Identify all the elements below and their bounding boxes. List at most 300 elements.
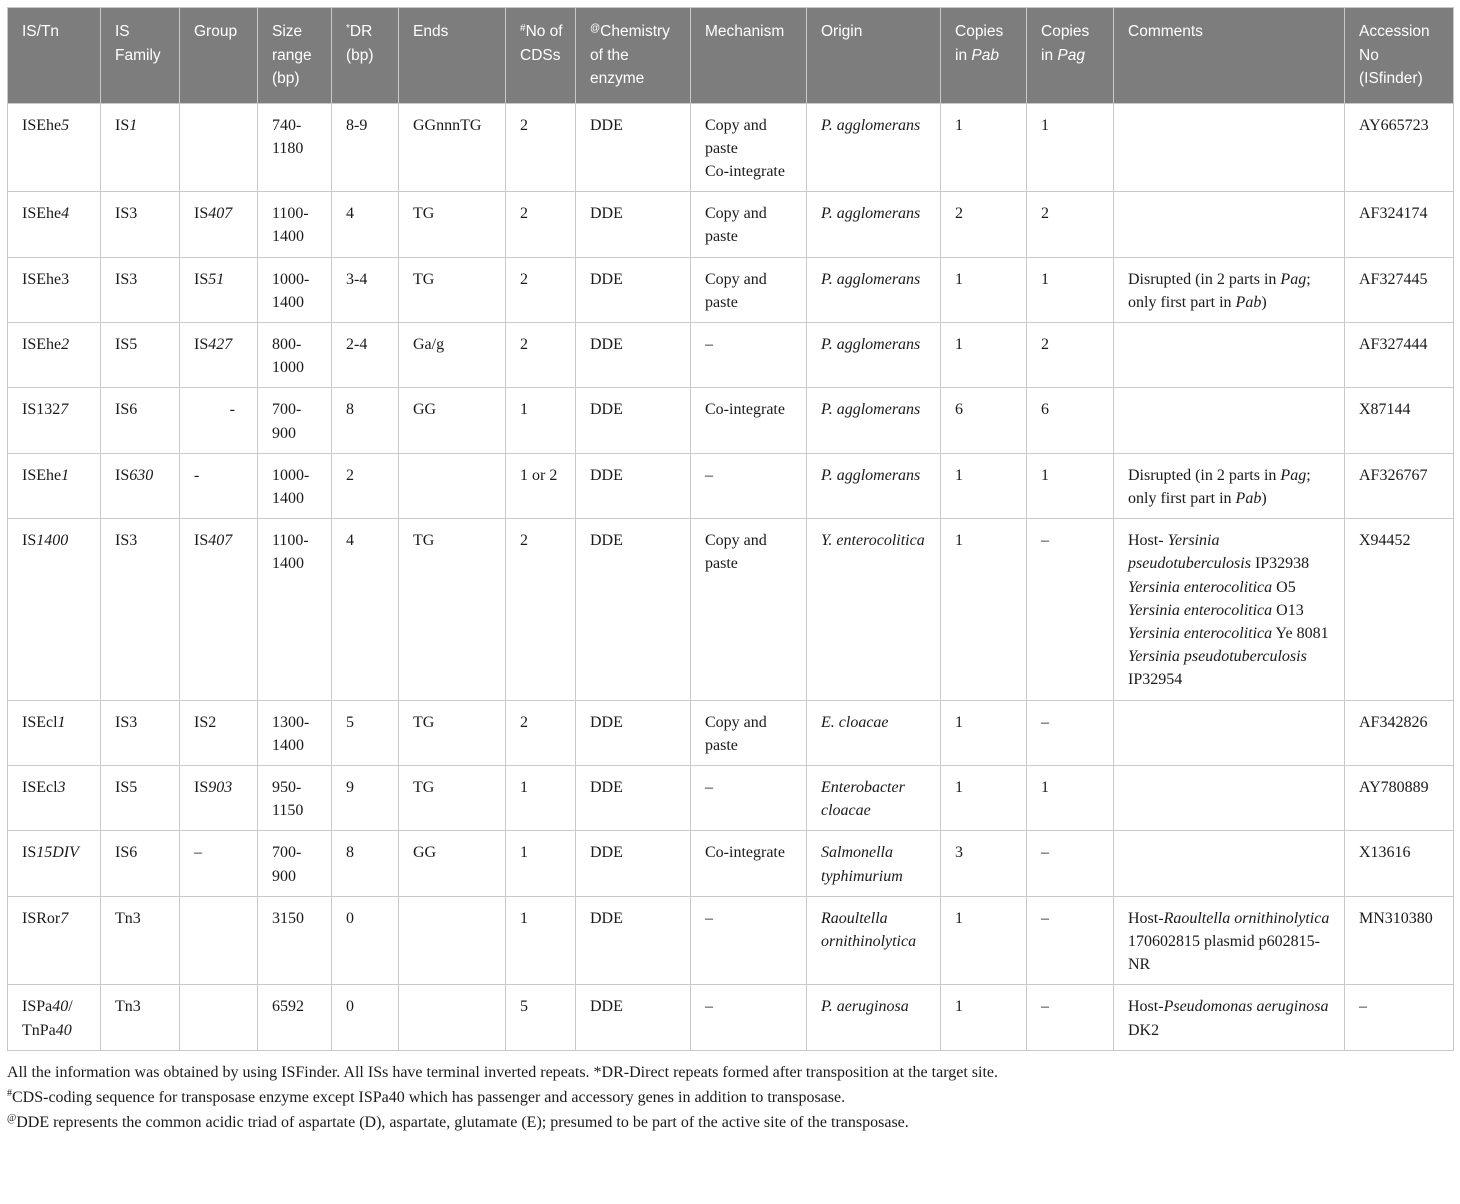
- footnote: [7, 1060, 1453, 1085]
- family-part: 1: [129, 116, 138, 134]
- table-row: [8, 700, 1454, 765]
- header-label: No of CDSs: [520, 23, 563, 64]
- cell-is: [8, 985, 101, 1050]
- cell-chem: [576, 519, 691, 700]
- cell-text: TG: [413, 270, 435, 288]
- cell-text: 5: [520, 998, 528, 1016]
- cell-size: [258, 896, 332, 985]
- cell-chem: [576, 985, 691, 1050]
- comment-text: Pseudomonas aeruginosa: [1163, 998, 1329, 1016]
- mechanism-line: Co-integrate: [705, 401, 785, 419]
- table-row: [8, 896, 1454, 985]
- mechanism-line: Copy and paste: [705, 116, 767, 157]
- cell-text: 1: [520, 778, 528, 796]
- comment-text: Host-: [1128, 532, 1168, 550]
- cell-text: 1: [955, 335, 963, 353]
- family-part: IS5: [115, 335, 138, 353]
- cell-acc: [1345, 192, 1454, 257]
- cell-text: DDE: [590, 778, 623, 796]
- table-row: [8, 103, 1454, 192]
- cell-text: DDE: [590, 844, 623, 862]
- mechanism-line: –: [705, 778, 713, 796]
- cell-dr: [332, 896, 399, 985]
- cell-is: [8, 257, 101, 322]
- column-header-mech: [691, 8, 807, 104]
- cell-text: E. cloacae: [821, 713, 889, 731]
- cell-origin: [807, 388, 941, 453]
- mechanism-line: Co-integrate: [705, 162, 785, 180]
- cell-size: [258, 103, 332, 192]
- cell-text: DDE: [590, 909, 623, 927]
- cell-family: [101, 985, 180, 1050]
- cell-dr: [332, 700, 399, 765]
- cell-acc: [1345, 322, 1454, 387]
- cell-comments: [1114, 257, 1345, 322]
- cell-pab: [941, 322, 1027, 387]
- cell-mech: [691, 519, 807, 700]
- cell-is: [8, 192, 101, 257]
- footnote-marker: @: [7, 1112, 17, 1124]
- comment-text: Yersinia pseudotuberculosis: [1128, 648, 1307, 666]
- cell-ends: [399, 103, 506, 192]
- cell-pab: [941, 831, 1027, 896]
- column-header-size: [258, 8, 332, 104]
- group-part: IS: [194, 778, 209, 796]
- cell-text: Ga/g: [413, 335, 445, 353]
- cell-text: –: [1041, 713, 1049, 731]
- cell-mech: [691, 765, 807, 830]
- cell-text: –: [1041, 998, 1049, 1016]
- cell-family: [101, 388, 180, 453]
- cell-family: [101, 831, 180, 896]
- cell-text: P. agglomerans: [821, 270, 921, 288]
- cell-family: [101, 103, 180, 192]
- cell-size: [258, 453, 332, 518]
- cell-text: DDE: [590, 335, 623, 353]
- comment-text: Pab: [1235, 489, 1262, 507]
- cell-size: [258, 192, 332, 257]
- cell-cds: [506, 700, 576, 765]
- cell-chem: [576, 322, 691, 387]
- cell-chem: [576, 765, 691, 830]
- group-part: 407: [208, 205, 233, 223]
- cell-text: 700-900: [272, 401, 302, 442]
- header-label: DR (bp): [346, 23, 374, 64]
- cell-cds: [506, 831, 576, 896]
- cell-text: 2: [520, 270, 528, 288]
- cell-pag: [1027, 453, 1114, 518]
- cell-pag: [1027, 700, 1114, 765]
- cell-text: GG: [413, 401, 437, 419]
- family-part: IS6: [115, 844, 138, 862]
- cell-group: [180, 700, 258, 765]
- cell-is: [8, 831, 101, 896]
- cell-text: 1: [955, 778, 963, 796]
- cell-origin: [807, 453, 941, 518]
- cell-group: [180, 985, 258, 1050]
- cell-acc: [1345, 257, 1454, 322]
- comment-text: Yersinia enterocolitica: [1128, 624, 1273, 642]
- comment-line: [1128, 268, 1336, 314]
- cell-cds: [506, 896, 576, 985]
- cell-text: 3: [955, 844, 963, 862]
- cell-pag: [1027, 765, 1114, 830]
- comment-text: Pab: [1235, 293, 1262, 311]
- cell-text: AF324174: [1359, 205, 1428, 223]
- cell-group: [180, 453, 258, 518]
- cell-dr: [332, 985, 399, 1050]
- family-part: Tn3: [115, 998, 141, 1016]
- family-part: IS: [115, 466, 130, 484]
- is-name-part: 4: [61, 205, 70, 223]
- cell-text: –: [1041, 909, 1049, 927]
- cell-ends: [399, 322, 506, 387]
- cell-cds: [506, 192, 576, 257]
- header-label: Ends: [413, 23, 449, 40]
- cell-comments: [1114, 103, 1345, 192]
- cell-text: TG: [413, 713, 435, 731]
- header-label: Mechanism: [705, 23, 785, 40]
- cell-ends: [399, 519, 506, 700]
- cell-size: [258, 322, 332, 387]
- mechanism-line: Copy and paste: [705, 270, 767, 311]
- cell-pab: [941, 103, 1027, 192]
- cell-text: 2: [955, 205, 963, 223]
- comment-line: [1128, 995, 1336, 1041]
- column-header-cds: [506, 8, 576, 104]
- cell-text: Salmonella typhimurium: [821, 844, 903, 885]
- is-name-part: ISEcl: [22, 713, 58, 731]
- group-part: IS2: [194, 713, 217, 731]
- cell-size: [258, 765, 332, 830]
- cell-text: -: [229, 401, 235, 419]
- cell-text: 8: [346, 844, 354, 862]
- comment-text: Raoultella ornithinolytica: [1163, 909, 1330, 927]
- cell-text: 2: [520, 116, 528, 134]
- cell-group: [180, 103, 258, 192]
- cell-pag: [1027, 322, 1114, 387]
- mechanism-line: Copy and paste: [705, 532, 767, 573]
- cell-origin: [807, 896, 941, 985]
- cell-ends: [399, 257, 506, 322]
- cell-text: 1: [955, 270, 963, 288]
- cell-ends: [399, 765, 506, 830]
- cell-text: 740-1180: [272, 116, 304, 157]
- cell-text: DDE: [590, 998, 623, 1016]
- header-label-part: Copies in: [1041, 23, 1090, 64]
- cell-family: [101, 322, 180, 387]
- cell-pag: [1027, 192, 1114, 257]
- cell-text: 1: [955, 466, 963, 484]
- comment-line: [1128, 645, 1336, 691]
- mechanism-line: –: [705, 335, 713, 353]
- mechanism-line: Copy and paste: [705, 205, 767, 246]
- cell-pag: [1027, 388, 1114, 453]
- cell-chem: [576, 700, 691, 765]
- cell-dr: [332, 192, 399, 257]
- cell-text: 6: [1041, 401, 1049, 419]
- cell-group: [180, 257, 258, 322]
- cell-comments: [1114, 453, 1345, 518]
- is-name-part: ISEhe: [22, 466, 62, 484]
- cell-pag: [1027, 103, 1114, 192]
- cell-is: [8, 700, 101, 765]
- comment-text: Pag: [1280, 270, 1307, 288]
- cell-acc: [1345, 985, 1454, 1050]
- cell-chem: [576, 257, 691, 322]
- cell-pag: [1027, 896, 1114, 985]
- comment-line: [1128, 576, 1336, 599]
- is-name-part: IS: [22, 532, 37, 550]
- group-part: IS: [194, 532, 209, 550]
- cell-family: [101, 257, 180, 322]
- cell-origin: [807, 765, 941, 830]
- comment-text: Yersinia enterocolitica: [1128, 601, 1273, 619]
- cell-pag: [1027, 985, 1114, 1050]
- cell-text: AF326767: [1359, 466, 1428, 484]
- cell-cds: [506, 103, 576, 192]
- cell-pag: [1027, 519, 1114, 700]
- cell-text: 2: [1041, 335, 1049, 353]
- cell-text: 2: [520, 532, 528, 550]
- group-part: IS: [194, 335, 209, 353]
- cell-ends: [399, 700, 506, 765]
- cell-acc: [1345, 765, 1454, 830]
- column-header-origin: [807, 8, 941, 104]
- column-header-acc: [1345, 8, 1454, 104]
- group-part: IS: [194, 205, 209, 223]
- cell-cds: [506, 257, 576, 322]
- cell-pab: [941, 257, 1027, 322]
- cell-text: 1: [955, 909, 963, 927]
- cell-text: 4: [346, 532, 354, 550]
- table-header: [8, 8, 1454, 104]
- is-name-part: 40: [55, 1021, 72, 1039]
- comment-text: ): [1261, 489, 1267, 507]
- table-row: [8, 257, 1454, 322]
- is-name-part: IS132: [22, 401, 61, 419]
- cell-text: –: [1041, 844, 1049, 862]
- cell-pag: [1027, 831, 1114, 896]
- cell-mech: [691, 985, 807, 1050]
- cell-text: 6: [955, 401, 963, 419]
- cell-text: 2: [520, 335, 528, 353]
- comment-text: Host-: [1128, 998, 1164, 1016]
- cell-text: –: [194, 844, 202, 862]
- cell-size: [258, 388, 332, 453]
- cell-acc: [1345, 453, 1454, 518]
- cell-text: 1300-1400: [272, 713, 310, 754]
- cell-dr: [332, 765, 399, 830]
- cell-pab: [941, 700, 1027, 765]
- cell-text: 800-1000: [272, 335, 304, 377]
- cell-text: 0: [346, 998, 354, 1016]
- comment-text: Host-: [1128, 909, 1164, 927]
- cell-text: 3150: [272, 909, 304, 927]
- cell-is: [8, 765, 101, 830]
- comment-line: [1128, 622, 1336, 645]
- table-row: [8, 192, 1454, 257]
- cell-text: 1: [1041, 778, 1049, 796]
- family-part: IS3: [115, 532, 138, 550]
- cell-cds: [506, 388, 576, 453]
- cell-text: –: [1041, 532, 1049, 550]
- footnote: [7, 1085, 1453, 1110]
- cell-text: P. aeruginosa: [821, 998, 909, 1016]
- header-marker: #: [520, 23, 526, 34]
- cell-text: Enterobacter cloacae: [821, 778, 905, 820]
- cell-text: 1: [955, 116, 963, 134]
- cell-dr: [332, 831, 399, 896]
- cell-text: TG: [413, 532, 435, 550]
- cell-comments: [1114, 519, 1345, 700]
- cell-text: P. agglomerans: [821, 401, 921, 419]
- cell-cds: [506, 453, 576, 518]
- cell-text: 2: [1041, 205, 1049, 223]
- cell-origin: [807, 519, 941, 700]
- cell-comments: [1114, 322, 1345, 387]
- table-row: [8, 519, 1454, 700]
- cell-size: [258, 831, 332, 896]
- cell-comments: [1114, 985, 1345, 1050]
- cell-family: [101, 192, 180, 257]
- cell-text: 8-9: [346, 116, 368, 134]
- cell-pab: [941, 519, 1027, 700]
- cell-text: 2: [520, 205, 528, 223]
- comment-text: ): [1261, 293, 1267, 311]
- comment-text: DK2: [1128, 1021, 1160, 1039]
- cell-text: GGnnnTG: [413, 116, 482, 134]
- table-row: [8, 388, 1454, 453]
- cell-dr: [332, 519, 399, 700]
- mechanism-line: –: [705, 466, 713, 484]
- cell-pab: [941, 985, 1027, 1050]
- cell-dr: [332, 322, 399, 387]
- cell-text: 1: [1041, 116, 1049, 134]
- cell-comments: [1114, 896, 1345, 985]
- cell-acc: [1345, 700, 1454, 765]
- column-header-group: [180, 8, 258, 104]
- mechanism-line: –: [705, 998, 713, 1016]
- cell-text: 1: [1041, 466, 1049, 484]
- cell-text: 1: [520, 909, 528, 927]
- header-label: Accession No (ISfinder): [1359, 23, 1430, 87]
- cell-comments: [1114, 192, 1345, 257]
- cell-acc: [1345, 831, 1454, 896]
- mechanism-line: Copy and paste: [705, 713, 767, 754]
- header-label: Chemistry of the enzyme: [590, 23, 670, 87]
- family-part: IS5: [115, 778, 138, 796]
- cell-family: [101, 700, 180, 765]
- cell-cds: [506, 322, 576, 387]
- cell-text: –: [1359, 998, 1367, 1016]
- cell-cds: [506, 765, 576, 830]
- family-part: Tn3: [115, 909, 141, 927]
- footnote-text: DDE represents the common acidic triad of aspartate (D), aspartate, glutamate (E); presumed to be part of the active site of the transposase.: [16, 1113, 909, 1131]
- cell-comments: [1114, 831, 1345, 896]
- is-name-part: 1: [61, 466, 70, 484]
- is-name-part: 2: [61, 335, 70, 353]
- cell-is: [8, 453, 101, 518]
- cell-ends: [399, 985, 506, 1050]
- footnote-marker: #: [7, 1087, 12, 1099]
- cell-pab: [941, 192, 1027, 257]
- header-label-part: Pag: [1057, 46, 1085, 64]
- cell-text: AY780889: [1359, 778, 1429, 796]
- cell-text: AF327444: [1359, 335, 1428, 353]
- cell-origin: [807, 700, 941, 765]
- cell-dr: [332, 103, 399, 192]
- cell-text: 4: [346, 205, 354, 223]
- header-label-part: Copies in: [955, 23, 1004, 64]
- cell-text: AF327445: [1359, 270, 1428, 288]
- is-name-part: ISEhe: [22, 205, 62, 223]
- column-header-dr: [332, 8, 399, 104]
- mechanism-line: –: [705, 909, 713, 927]
- comment-text: O5: [1272, 578, 1296, 596]
- comment-text: O13: [1272, 601, 1304, 619]
- header-label-part: Pab: [971, 46, 999, 64]
- cell-ends: [399, 388, 506, 453]
- family-part: IS3: [115, 205, 138, 223]
- family-part: 630: [129, 466, 154, 484]
- cell-dr: [332, 388, 399, 453]
- cell-text: P. agglomerans: [821, 205, 921, 223]
- cell-acc: [1345, 388, 1454, 453]
- cell-group: [180, 831, 258, 896]
- cell-text: 3-4: [346, 270, 368, 288]
- group-part: 51: [208, 270, 225, 288]
- cell-mech: [691, 192, 807, 257]
- column-header-is: [8, 8, 101, 104]
- cell-text: DDE: [590, 116, 623, 134]
- cell-dr: [332, 257, 399, 322]
- comment-line: [1128, 907, 1336, 977]
- is-name-part: ISPa: [22, 998, 53, 1016]
- cell-text: X87144: [1359, 401, 1411, 419]
- cell-comments: [1114, 388, 1345, 453]
- cell-dr: [332, 453, 399, 518]
- cell-text: 8: [346, 401, 354, 419]
- comment-line: [1128, 529, 1336, 575]
- cell-text: 1000-1400: [272, 270, 310, 311]
- cell-text: MN310380: [1359, 909, 1433, 927]
- cell-text: 1: [955, 998, 963, 1016]
- cell-is: [8, 519, 101, 700]
- family-part: IS: [115, 116, 130, 134]
- is-name-part: 15DIV: [36, 844, 79, 862]
- header-row: [8, 8, 1454, 104]
- cell-chem: [576, 103, 691, 192]
- cell-family: [101, 896, 180, 985]
- cell-group: [180, 896, 258, 985]
- comment-text: IP32938: [1250, 555, 1310, 573]
- header-label: IS/Tn: [22, 23, 60, 40]
- column-header-ends: [399, 8, 506, 104]
- column-header-pag: [1027, 8, 1114, 104]
- header-marker: *: [346, 23, 350, 34]
- cell-pag: [1027, 257, 1114, 322]
- cell-size: [258, 985, 332, 1050]
- cell-group: [180, 192, 258, 257]
- table-body: [8, 103, 1454, 1050]
- comment-text: Disrupted (in 2 parts in: [1128, 466, 1281, 484]
- table-row: [8, 453, 1454, 518]
- family-part: IS3: [115, 713, 138, 731]
- cell-chem: [576, 453, 691, 518]
- cell-group: [180, 519, 258, 700]
- column-header-pab: [941, 8, 1027, 104]
